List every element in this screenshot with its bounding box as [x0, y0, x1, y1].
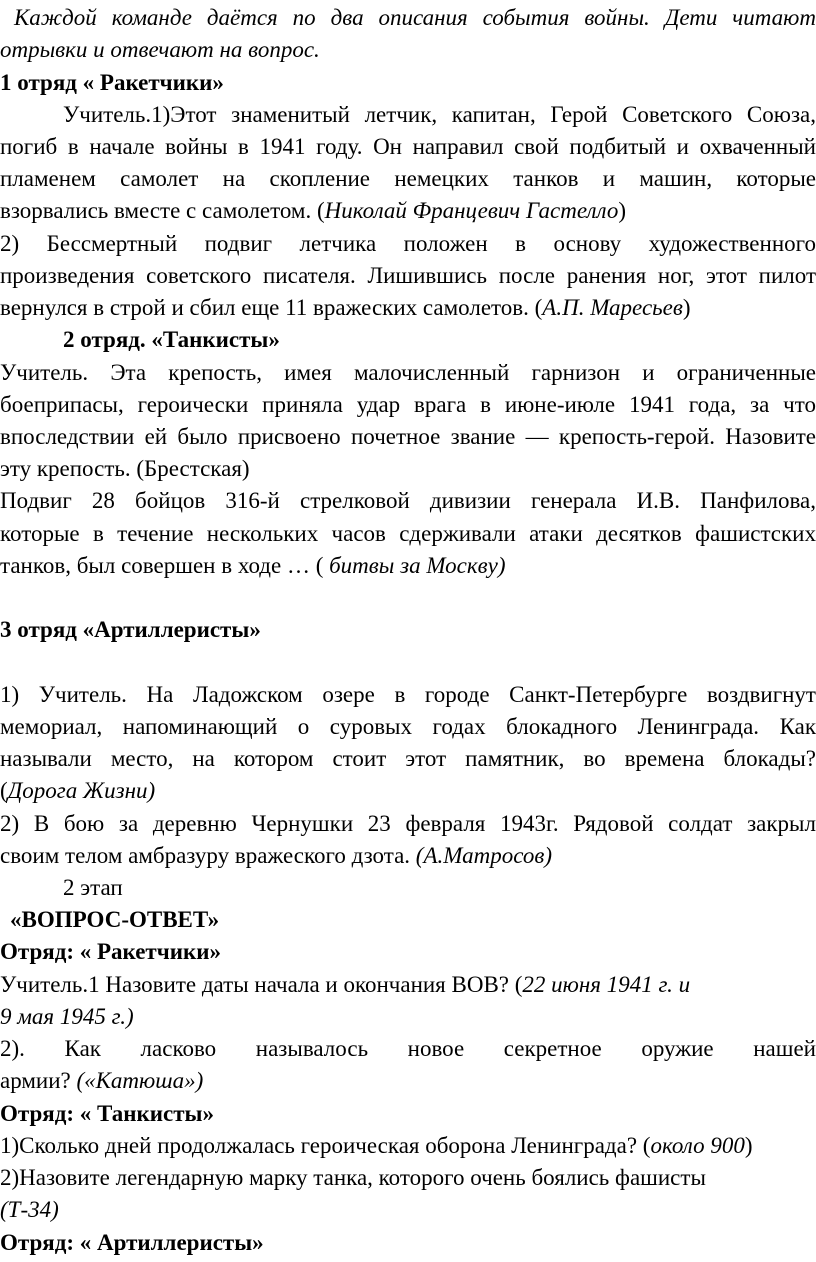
qa1-title: Отряд: « Ракетчики»: [0, 939, 221, 964]
qa2-q1-answer: около 900: [650, 1133, 745, 1158]
squad1-q1-line-1: Учитель.1)Этот знаменитый летчик, капитан, Герой Советского Союза,: [63, 102, 816, 127]
squad1-q2-close: ): [682, 295, 691, 320]
squad1-q2-line-2: произведения советского писателя. Лишившись после ранения ног, этот пилот: [0, 263, 816, 288]
squad2-q1-line-3: впоследствии ей было присвоено почетное звание — крепость-герой. Назовите: [0, 424, 816, 449]
squad2-title: 2 отряд. «Танкисты»: [63, 327, 280, 352]
squad2-q1-line-4: эту крепость. (Брестская): [0, 456, 250, 481]
squad3-q1-answer: Дорога Жизни): [7, 778, 156, 803]
squad3-q2-answer: (А.Матросов): [415, 843, 552, 868]
squad1-title: 1 отряд « Ракетчики»: [0, 70, 224, 95]
squad3-q1-line-4: [0, 776, 816, 806]
squad2-q2-text: танков, был совершен в ходе … (: [0, 553, 330, 578]
squad2-q2-line-3: [0, 551, 816, 581]
stage2-label: 2 этап: [63, 875, 123, 900]
squad2-q1-line-2: боеприпасы, героически приняла удар врага в июне-июле 1941 года, за что: [0, 392, 816, 417]
squad2-q2-answer: битвы за Москву): [329, 553, 506, 578]
qa1-q1-line-1: [0, 970, 816, 1000]
qa1-q1-answer: 22 июня 1941 г. и: [522, 972, 691, 997]
squad1-q1-answer: Николай Францевич Гастелло: [324, 198, 619, 223]
squad2-q1-line-1: Учитель. Эта крепость, имея малочисленный гарнизон и ограниченные: [0, 360, 816, 385]
squad3-q1-line-1: 1) Учитель. На Ладожском озере в городе Санкт-Петербурге воздвигнут: [0, 682, 816, 707]
squad1-q2-answer: А.П. Маресьев: [542, 295, 683, 320]
squad1-q1-close: ): [618, 198, 627, 223]
squad3-title: 3 отряд «Артиллеристы»: [0, 617, 261, 642]
squad2-q2-line-1: Подвиг 28 бойцов 316-й стрелковой дивизии генерала И.В. Панфилова,: [0, 488, 816, 513]
qa2-title: Отряд: « Танкисты»: [0, 1101, 214, 1126]
qa2-q2-answer: (Т-34): [0, 1197, 59, 1222]
squad1-q2-text: вернулся в строй и сбил еще 11 вражеских самолетов. (: [0, 295, 543, 320]
qa1-q2-text: армии?: [0, 1068, 77, 1093]
qa1-q1-text: Учитель.1 Назовите даты начала и окончания ВОВ? (: [0, 972, 523, 997]
squad3-q2-line-2: [0, 841, 816, 871]
qa1-q2-line-1: 2). Как ласково называлось новое секретное оружие нашей: [0, 1036, 816, 1061]
qa1-q2-answer: («Катюша»): [76, 1068, 204, 1093]
stage2-title: «ВОПРОС-ОТВЕТ»: [10, 907, 220, 932]
qa2-q1-close: ): [744, 1133, 753, 1158]
intro-line-1: Каждой команде даётся по два описания события войны. Дети читают: [14, 5, 816, 30]
qa2-q1-text: 1)Сколько дней продолжалась героическая оборона Ленинграда? (: [0, 1133, 651, 1158]
squad1-q1-line-2: погиб в начале войны в 1941 году. Он направил свой подбитый и охваченный: [0, 134, 816, 159]
squad3-q2-line-1: 2) В бою за деревню Чернушки 23 февраля 1943г. Рядовой солдат закрыл: [0, 811, 816, 836]
squad3-q1-line-3: называли место, на котором стоит этот памятник, во времена блокады?: [0, 746, 816, 771]
squad1-q2-line-1: 2) Бессмертный подвиг летчика положен в основу художественного: [0, 231, 816, 256]
squad2-q2-line-2: которые в течение нескольких часов сдерживали атаки десятков фашистских: [0, 521, 816, 546]
squad1-q2-line-3: [0, 293, 816, 323]
qa1-q2-line-2: [0, 1066, 816, 1096]
intro-line-2: отрывки и отвечают на вопрос.: [0, 37, 320, 62]
squad1-q1-line-4: [0, 196, 816, 226]
qa2-q1-line: [0, 1131, 816, 1161]
squad3-q1-line-2: мемориал, напоминающий о суровых годах блокадного Ленинграда. Как: [0, 714, 816, 739]
squad3-q2-text: своим телом амбразуру вражеского дзота.: [0, 843, 416, 868]
squad3-q1-open: (: [0, 778, 8, 803]
squad1-q1-line-3: пламенем самолет на скопление немецких танков и машин, которые: [0, 166, 816, 191]
squad1-q1-text: взорвались вместе с самолетом. (: [0, 198, 325, 223]
qa3-title: Отряд: « Артиллеристы»: [0, 1230, 264, 1255]
qa1-q1-answer-line-2: 9 мая 1945 г.): [0, 1004, 134, 1029]
qa2-q2-line: 2)Назовите легендарную марку танка, которого очень боялись фашисты: [0, 1165, 706, 1190]
